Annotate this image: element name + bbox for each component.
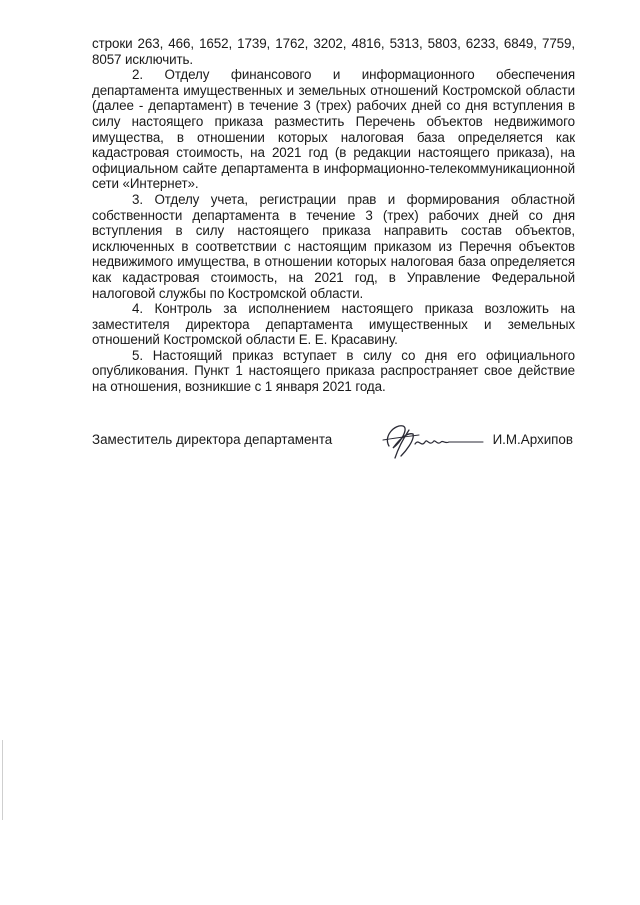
- handwritten-signature: [375, 418, 485, 463]
- paragraph-item-2: 2. Отделу финансового и информационного обеспечения департамента имущественных и земельных отношений Костромской области (далее - департамент) в течение 3 (трех) рабочих дней со дня вступления в силу настоящего приказа разместить Перечень объектов недвижимого имущества, в отношении которых налоговая база определяется как кадастровая стоимость, на 2021 год (в редакции настоящего приказа), на официальном сайте департамента в информационно-телекоммуникационной сети «Интернет».: [92, 67, 575, 192]
- scan-edge-mark: [2, 740, 3, 820]
- paragraph-continuation: строки 263, 466, 1652, 1739, 1762, 3202, 4816, 5313, 5803, 6233, 6849, 7759, 8057 исключить.: [92, 36, 575, 67]
- paragraph-item-3: 3. Отделу учета, регистрации прав и формирования областной собственности департамента в течение 3 (трех) рабочих дней со дня вступления в силу настоящего приказа направить состав объектов, исключенных в соответствии с настоящим приказом из Перечня объектов недвижимого имущества, в отношении которых налоговая база определяется как кадастровая стоимость, на 2021 год, в Управление Федеральной налоговой службы по Костромской области.: [92, 191, 575, 301]
- signer-position: Заместитель директора департамента: [92, 432, 333, 447]
- paragraph-item-5: 5. Настоящий приказ вступает в силу со дня его официального опубликования. Пункт 1 настоящего приказа распространяет свое действие на отношения, возникшие с 1 января 2021 года.: [92, 347, 575, 395]
- paragraph-item-4: 4. Контроль за исполнением настоящего приказа возложить на заместителя директора департамента имущественных и земельных отношений Костромской области Е. Е. Красавину.: [92, 301, 575, 348]
- signature-block: [92, 428, 575, 468]
- signer-name: И.М.Архипов: [492, 432, 573, 447]
- document-body: [92, 36, 575, 395]
